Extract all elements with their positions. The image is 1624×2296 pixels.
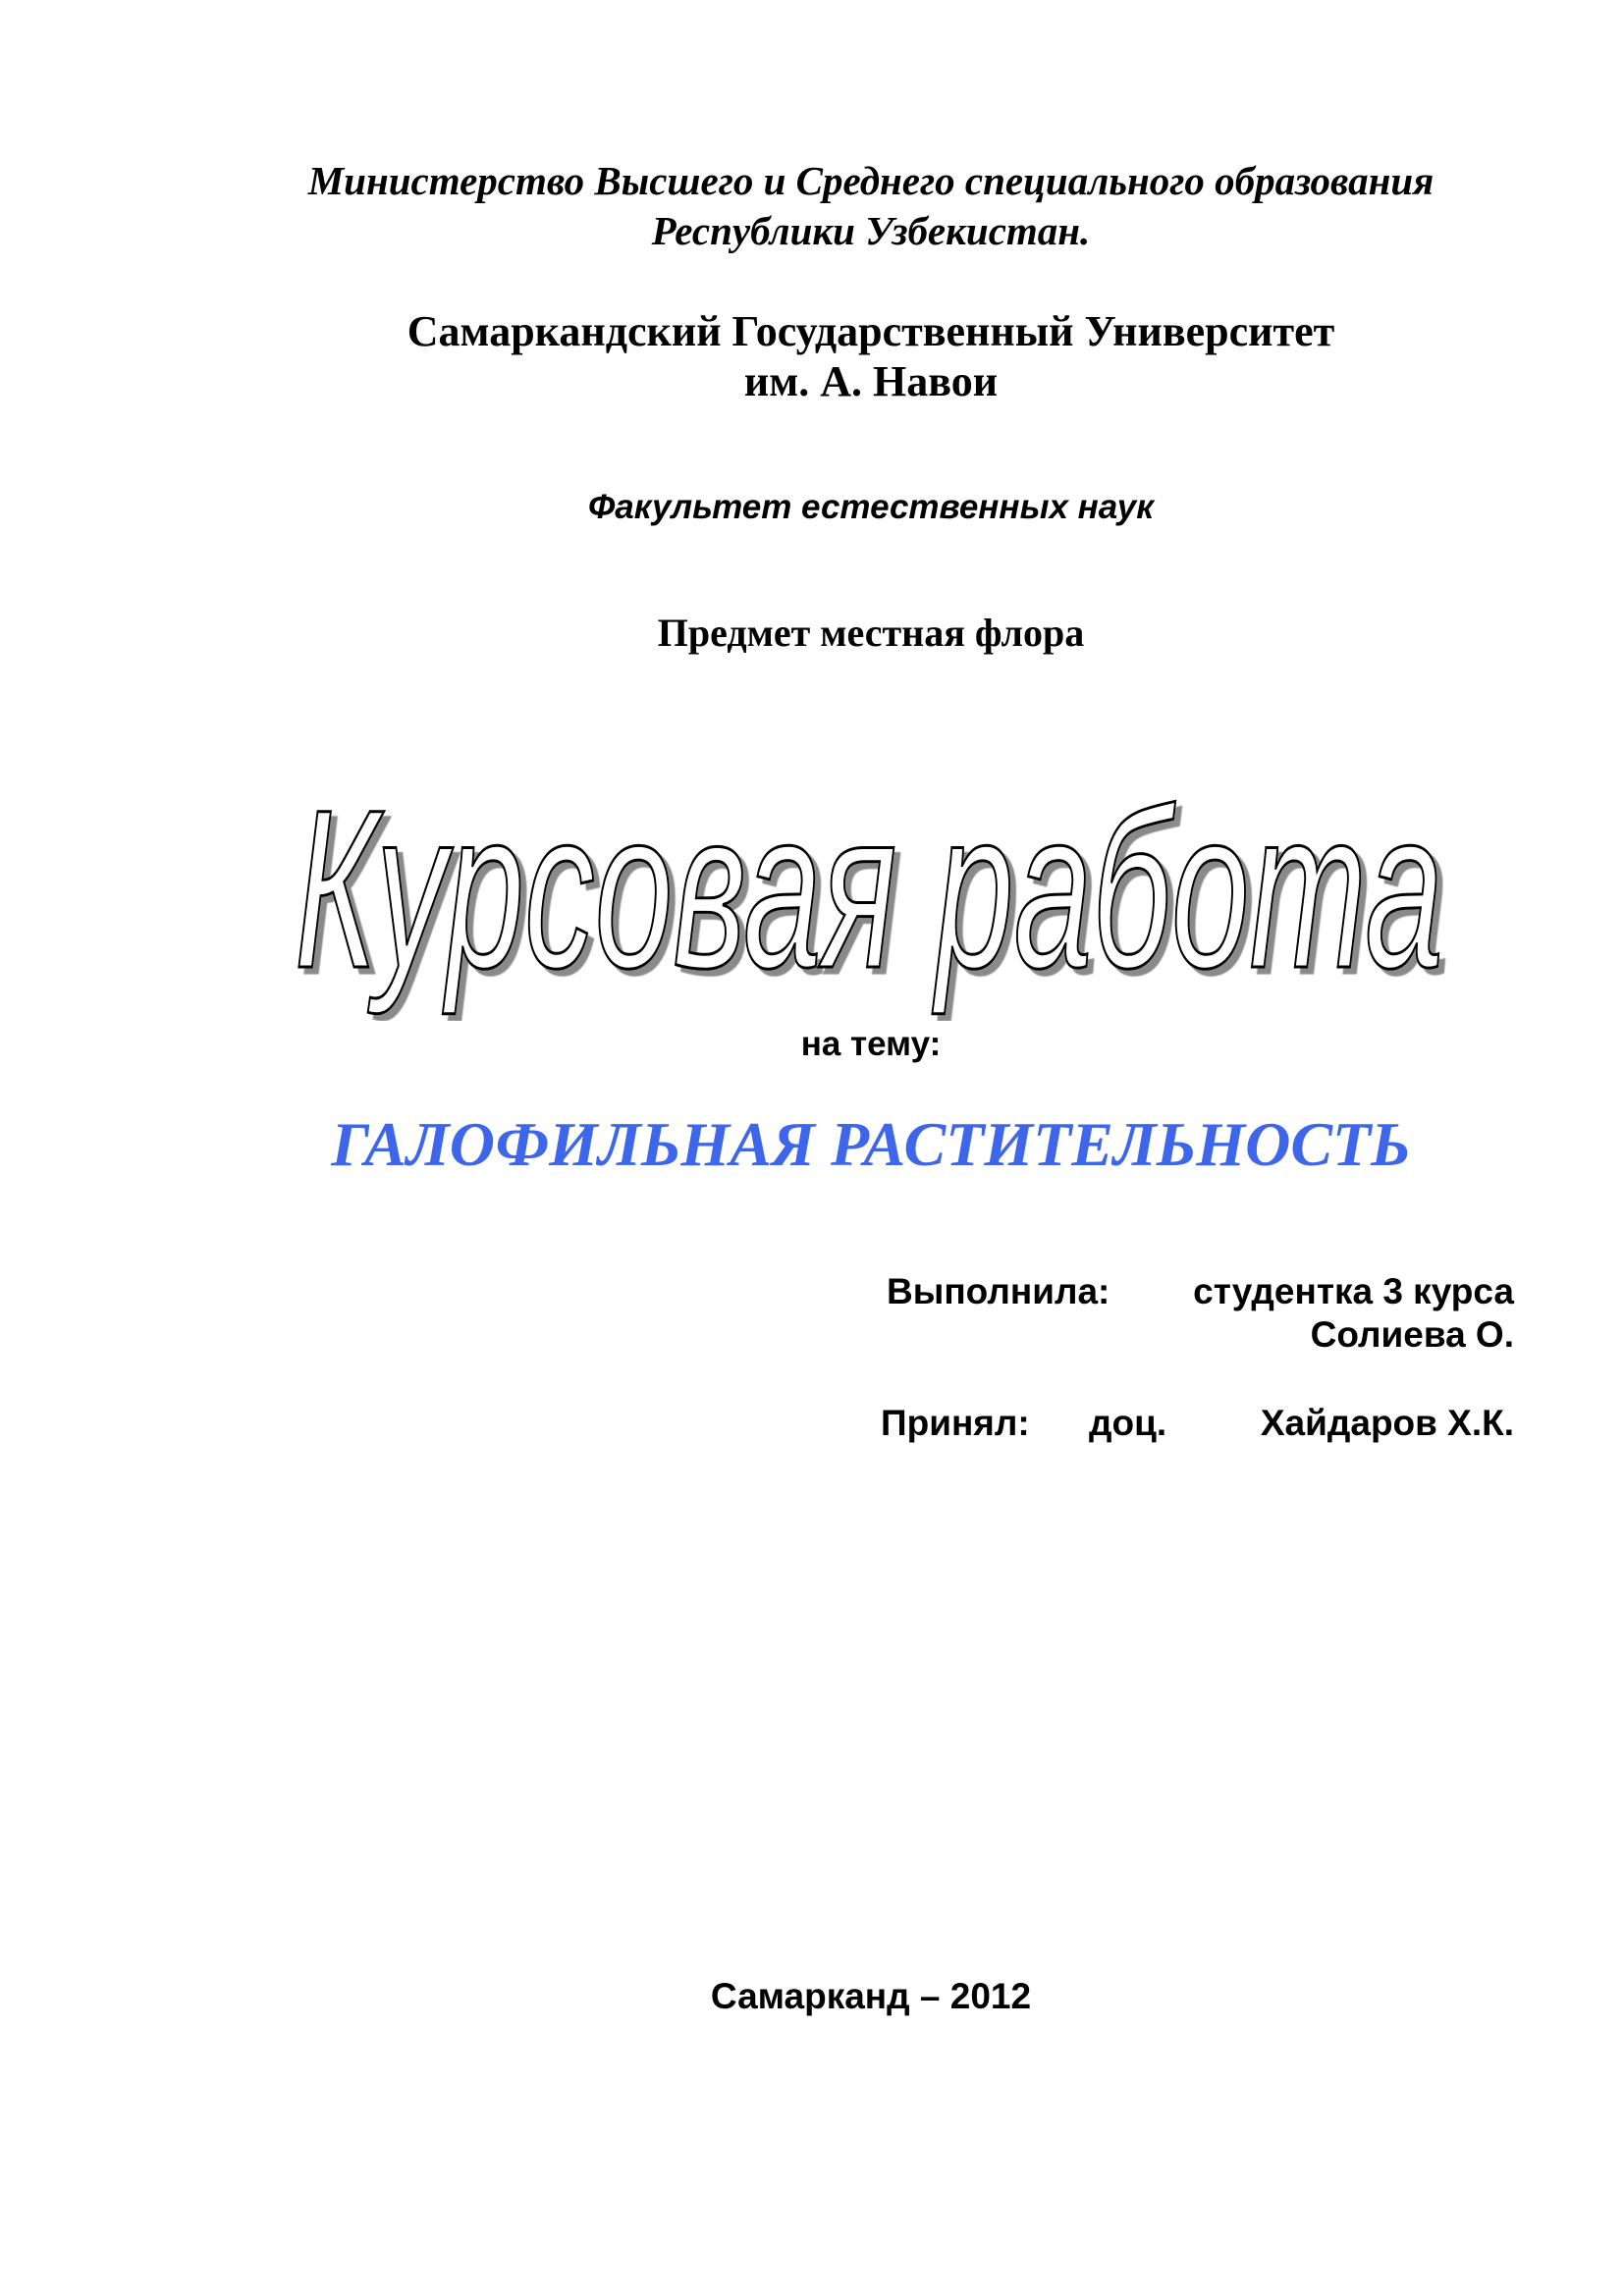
performed-role: студентка 3 курса — [1193, 1271, 1514, 1311]
ministry-line-2: Республики Узбекистан. — [651, 208, 1091, 253]
wordart-title — [285, 785, 1463, 1021]
on-topic-label: на тему: — [800, 1025, 942, 1063]
accepted-name: Хайдаров Х.К. — [1260, 1403, 1514, 1443]
performed-label: Выполнила: — [887, 1271, 1110, 1311]
ministry-line-1: Министерство Высшего и Среднего специального образования — [307, 158, 1435, 203]
accepted-label: Принял: — [881, 1403, 1030, 1443]
university-line-2: им. А. Навои — [743, 357, 999, 405]
faculty: Факультет естественных наук — [587, 488, 1154, 526]
accepted-title: доц. — [1089, 1403, 1167, 1443]
subject: Предмет местная флора — [657, 611, 1085, 655]
university-line-1: Самаркандский Государственный Университет — [406, 307, 1335, 355]
topic-title: ГАЛОФИЛЬНАЯ РАСТИТЕЛЬНОСТЬ — [331, 1109, 1411, 1179]
footer-city-year: Самарканд – 2012 — [710, 1976, 1032, 2016]
wordart-text: Курсовая работа — [295, 785, 1443, 1015]
performed-name: Солиева О. — [1310, 1314, 1514, 1355]
